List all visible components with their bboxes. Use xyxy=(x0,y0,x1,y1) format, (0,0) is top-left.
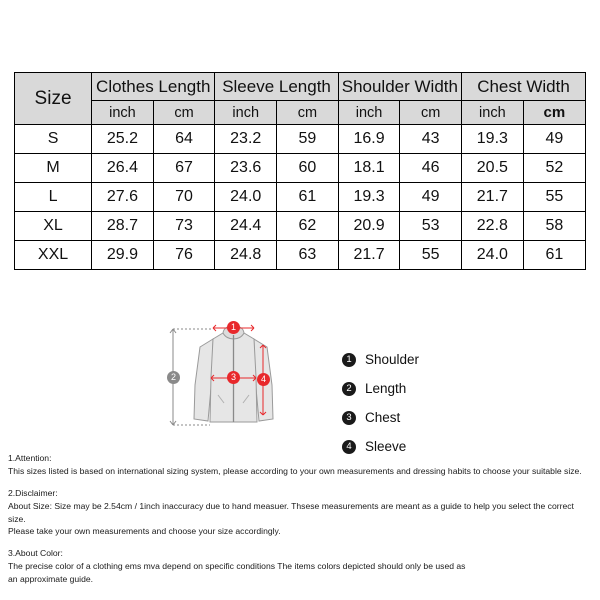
legend-item-length xyxy=(342,381,492,396)
cell-value: 61 xyxy=(277,183,339,212)
diagram-marker-length: 2 xyxy=(167,371,180,384)
cell-value: 19.3 xyxy=(462,125,524,154)
table-row xyxy=(15,125,586,154)
note-title: 3.About Color: xyxy=(8,547,63,558)
cell-value: 20.5 xyxy=(462,154,524,183)
cell-value: 27.6 xyxy=(92,183,154,212)
numbered-bullet-icon: 3 xyxy=(342,411,356,425)
cell-value: 49 xyxy=(400,183,462,212)
diagram-marker-chest: 3 xyxy=(227,371,240,384)
cell-value: 24.8 xyxy=(215,241,277,270)
cell-value: 19.3 xyxy=(338,183,400,212)
cell-value: 16.9 xyxy=(338,125,400,154)
cell-value: 64 xyxy=(153,125,215,154)
measurement-legend xyxy=(342,352,492,468)
table-row xyxy=(15,154,586,183)
legend-item-shoulder xyxy=(342,352,492,367)
garment-measurement-diagram xyxy=(150,315,330,450)
unit-sleeve-inch: inch xyxy=(215,101,277,125)
cell-value: 62 xyxy=(277,212,339,241)
size-chart-table-container xyxy=(14,72,586,270)
table-row xyxy=(15,183,586,212)
cell-value: 28.7 xyxy=(92,212,154,241)
legend-label: Shoulder xyxy=(365,352,420,367)
header-sleeve-length: Sleeve Length xyxy=(215,73,338,101)
cell-value: 23.2 xyxy=(215,125,277,154)
note-title: 2.Disclaimer: xyxy=(8,487,58,498)
cell-value: 26.4 xyxy=(92,154,154,183)
note-line: an approximate guide. xyxy=(8,573,94,584)
cell-value: 53 xyxy=(400,212,462,241)
note-line: The precise color of a clothing ems mva depend on specific conditions The items colors depicted should only be used as xyxy=(8,561,466,572)
numbered-bullet-icon: 2 xyxy=(342,382,356,396)
cell-value: 60 xyxy=(277,154,339,183)
cell-value: 63 xyxy=(277,241,339,270)
table-header-row-units xyxy=(15,101,586,125)
cell-value: 21.7 xyxy=(338,241,400,270)
table-row xyxy=(15,241,586,270)
unit-sleeve-cm: cm xyxy=(277,101,339,125)
cell-value: 18.1 xyxy=(338,154,400,183)
cell-value: 24.0 xyxy=(462,241,524,270)
unit-shoulder-inch: inch xyxy=(338,101,400,125)
unit-clothes-inch: inch xyxy=(92,101,154,125)
row-size-label: S xyxy=(15,125,92,154)
cell-value: 76 xyxy=(153,241,215,270)
note-line: This sizes listed is based on international sizing system, please according to your own measurements and dressing habits to choose your suitable size. xyxy=(8,466,582,477)
cell-value: 61 xyxy=(523,241,585,270)
legend-item-chest xyxy=(342,410,492,425)
cell-value: 22.8 xyxy=(462,212,524,241)
header-chest-width: Chest Width xyxy=(462,73,586,101)
cell-value: 24.0 xyxy=(215,183,277,212)
note-disclaimer xyxy=(8,487,592,538)
cell-value: 67 xyxy=(153,154,215,183)
cell-value: 23.6 xyxy=(215,154,277,183)
cell-value: 59 xyxy=(277,125,339,154)
cell-value: 46 xyxy=(400,154,462,183)
row-size-label: L xyxy=(15,183,92,212)
cell-value: 55 xyxy=(523,183,585,212)
cell-value: 55 xyxy=(400,241,462,270)
unit-clothes-cm: cm xyxy=(153,101,215,125)
header-shoulder-width: Shoulder Width xyxy=(338,73,461,101)
cell-value: 58 xyxy=(523,212,585,241)
table-header-row-groups xyxy=(15,73,586,101)
cell-value: 52 xyxy=(523,154,585,183)
table-row xyxy=(15,212,586,241)
legend-label: Length xyxy=(365,381,407,396)
numbered-bullet-icon: 4 xyxy=(342,440,356,454)
numbered-bullet-icon: 1 xyxy=(342,353,356,367)
cell-value: 70 xyxy=(153,183,215,212)
notes-section xyxy=(8,452,592,594)
cell-value: 29.9 xyxy=(92,241,154,270)
row-size-label: XXL xyxy=(15,241,92,270)
cell-value: 25.2 xyxy=(92,125,154,154)
note-attention xyxy=(8,452,592,478)
cell-value: 24.4 xyxy=(215,212,277,241)
unit-shoulder-cm: cm xyxy=(400,101,462,125)
unit-chest-cm: cm xyxy=(523,101,585,125)
header-size: Size xyxy=(15,73,92,125)
size-chart-table xyxy=(14,72,586,270)
note-about-color xyxy=(8,547,592,585)
legend-label: Sleeve xyxy=(365,439,407,454)
cell-value: 49 xyxy=(523,125,585,154)
header-clothes-length: Clothes Length xyxy=(92,73,215,101)
note-line: Please take your own measurements and choose your size accordingly. xyxy=(8,526,281,537)
note-title: 1.Attention: xyxy=(8,453,52,463)
note-line: About Size: Size may be 2.54cm / 1inch inaccuracy due to hand measuer. Thsese measurements are meant as a guide to help you select the correct size. xyxy=(8,501,574,524)
cell-value: 43 xyxy=(400,125,462,154)
cell-value: 21.7 xyxy=(462,183,524,212)
diagram-marker-shoulder: 1 xyxy=(227,321,240,334)
legend-label: Chest xyxy=(365,410,401,425)
diagram-marker-sleeve: 4 xyxy=(257,373,270,386)
row-size-label: XL xyxy=(15,212,92,241)
cell-value: 73 xyxy=(153,212,215,241)
row-size-label: M xyxy=(15,154,92,183)
unit-chest-inch: inch xyxy=(462,101,524,125)
cell-value: 20.9 xyxy=(338,212,400,241)
